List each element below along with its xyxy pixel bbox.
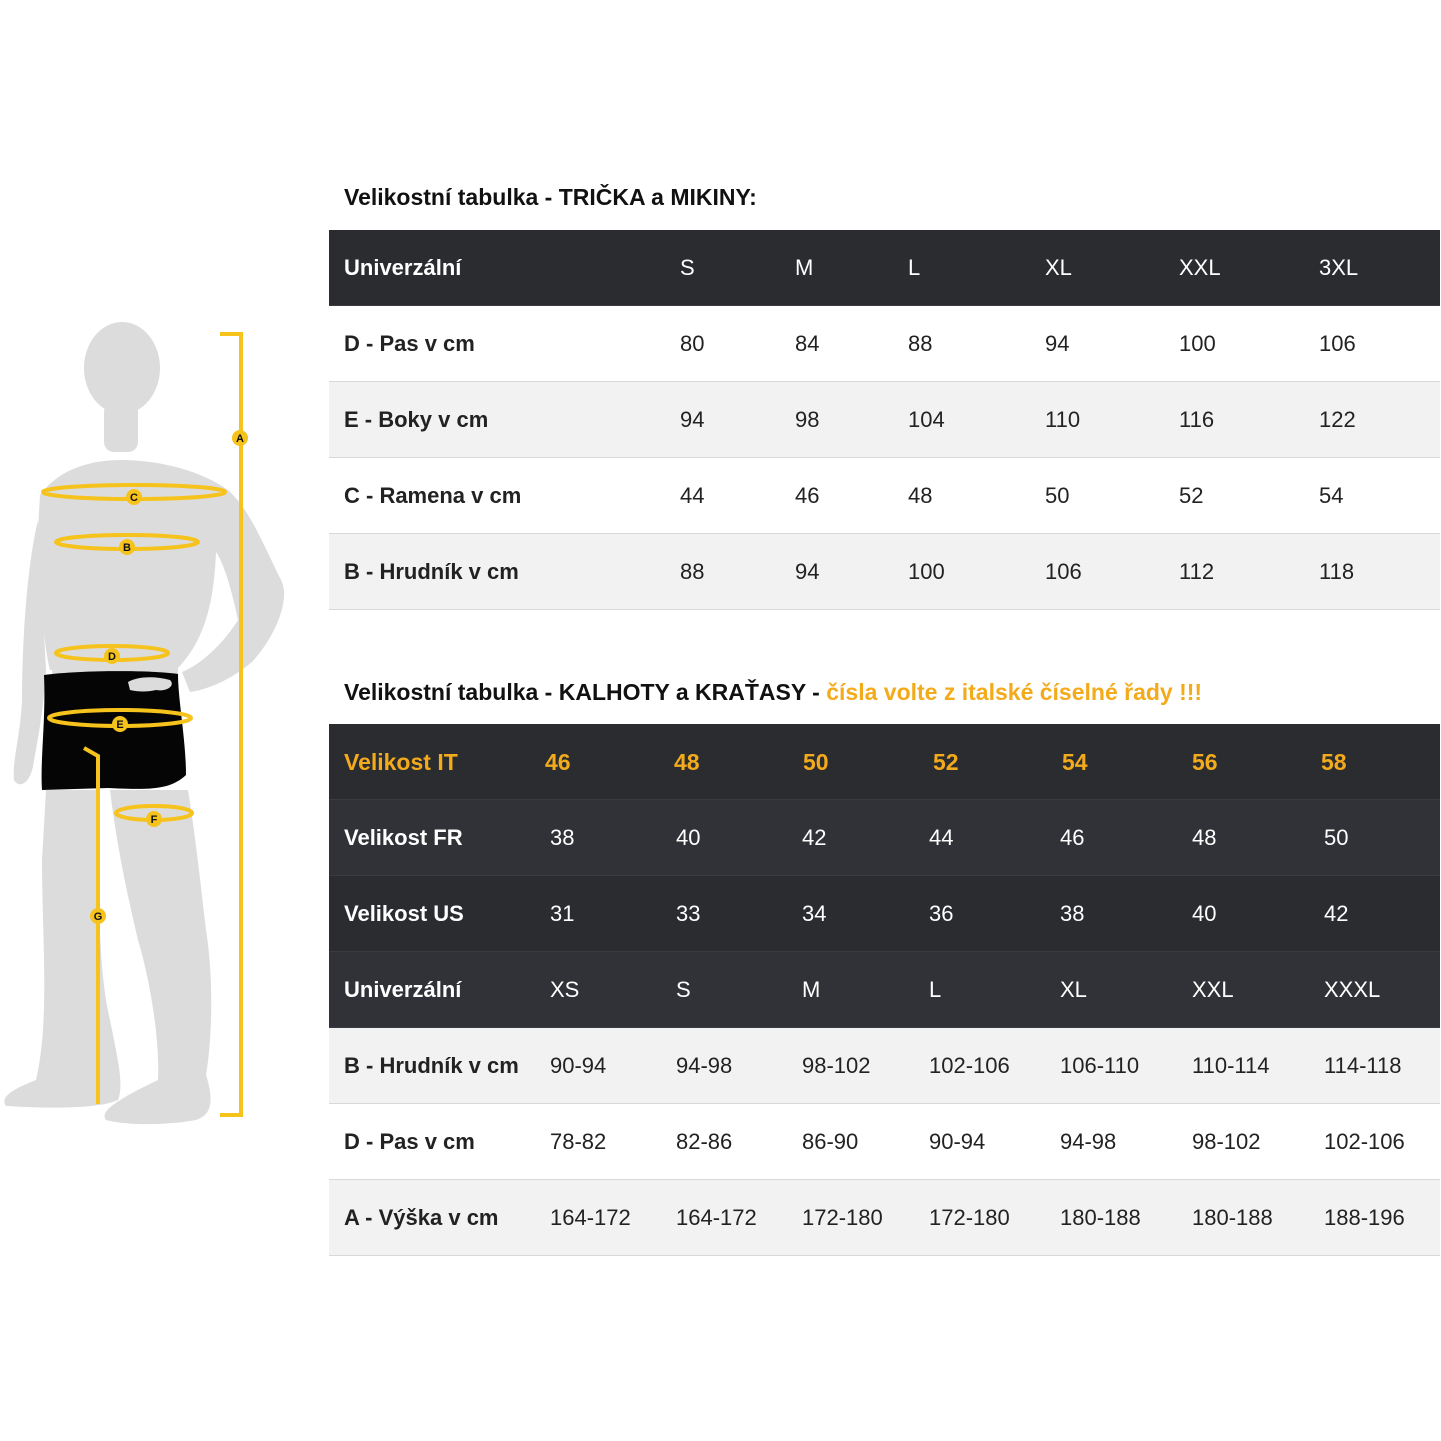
tops-header-row [329, 230, 1440, 306]
cell-value: 34 [802, 901, 827, 926]
marker-c [126, 489, 142, 505]
svg-text:C: C [130, 492, 138, 504]
row-label: E - Boky v cm [344, 407, 489, 432]
cell-value: 58 [1321, 749, 1347, 775]
table-row [329, 382, 1440, 458]
header-size: L [908, 255, 921, 280]
cell-value: 110-114 [1192, 1053, 1270, 1078]
cell-value: 44 [680, 483, 705, 508]
header-size: S [680, 255, 695, 280]
cell-value: 46 [795, 483, 820, 508]
cell-value: 94 [680, 407, 705, 432]
pants-size-table [329, 724, 1440, 1256]
header-size: M [795, 255, 814, 280]
cell-value: 33 [676, 901, 701, 926]
cell-value: 118 [1319, 559, 1355, 584]
cell-value: 46 [1060, 825, 1085, 850]
table-row-it [329, 724, 1440, 800]
cell-value: 38 [1060, 901, 1085, 926]
table-row-us [329, 876, 1440, 952]
row-label: Univerzální [344, 977, 462, 1002]
cell-value: 42 [1324, 901, 1349, 926]
cell-value: XXL [1192, 977, 1234, 1002]
cell-value: 122 [1319, 407, 1356, 432]
table-row [329, 1180, 1440, 1256]
marker-e [112, 716, 128, 732]
row-label: Velikost FR [344, 825, 463, 850]
row-label: Velikost US [344, 901, 464, 926]
header-size: XL [1045, 255, 1072, 280]
cell-value: 164-172 [550, 1205, 631, 1230]
svg-text:G: G [93, 911, 103, 923]
row-label: C - Ramena v cm [344, 483, 522, 508]
cell-value: 31 [550, 901, 575, 926]
marker-d [104, 648, 120, 664]
cell-value: 54 [1062, 749, 1088, 775]
cell-value: 82-86 [676, 1129, 733, 1154]
marker-f [146, 811, 162, 827]
cell-value: 48 [908, 483, 933, 508]
cell-value: 42 [802, 825, 827, 850]
cell-value: 114-118 [1324, 1053, 1402, 1078]
svg-text:A: A [236, 433, 244, 445]
cell-value: 102-106 [1324, 1129, 1405, 1154]
cell-value: 90-94 [550, 1053, 607, 1078]
row-label: B - Hrudník v cm [344, 1053, 519, 1078]
row-label: A - Výška v cm [344, 1205, 499, 1230]
cell-value: 94 [1045, 331, 1070, 356]
svg-text:F: F [150, 814, 158, 826]
cell-value: 38 [550, 825, 575, 850]
cell-value: 106 [1045, 559, 1082, 584]
cell-value: 40 [1192, 901, 1217, 926]
table-row-universal [329, 952, 1440, 1028]
svg-text:D: D [108, 651, 116, 663]
cell-value: 56 [1192, 749, 1218, 775]
table-row [329, 534, 1440, 610]
cell-value: 180-188 [1192, 1205, 1273, 1230]
cell-value: 116 [1179, 407, 1215, 432]
cell-value: 110 [1045, 407, 1081, 432]
cell-value: 46 [545, 749, 571, 775]
marker-g [90, 908, 106, 924]
cell-value: 88 [680, 559, 705, 584]
cell-value: 98-102 [1192, 1129, 1261, 1154]
cell-value: 50 [1324, 825, 1349, 850]
header-label: Univerzální [344, 255, 462, 280]
svg-text:E: E [116, 719, 124, 731]
cell-value: 188-196 [1324, 1205, 1405, 1230]
cell-value: 86-90 [802, 1129, 859, 1154]
cell-value: M [802, 977, 821, 1002]
table-row [329, 458, 1440, 534]
cell-value: 102-106 [929, 1053, 1010, 1078]
cell-value: 52 [1179, 483, 1204, 508]
row-label: D - Pas v cm [344, 331, 475, 356]
cell-value: 180-188 [1060, 1205, 1141, 1230]
row-label: B - Hrudník v cm [344, 559, 519, 584]
cell-value: 90-94 [929, 1129, 986, 1154]
header-size: XXL [1179, 255, 1221, 280]
row-label: Velikost IT [344, 749, 458, 775]
tops-table-title: Velikostní tabulka - TRIČKA a MIKINY: [344, 184, 757, 210]
cell-value: 36 [929, 901, 954, 926]
cell-value: XS [550, 977, 580, 1002]
cell-value: S [676, 977, 691, 1002]
cell-value: 100 [1179, 331, 1216, 356]
cell-value: 172-180 [802, 1205, 883, 1230]
cell-value: 44 [929, 825, 954, 850]
cell-value: XXXL [1324, 977, 1381, 1002]
cell-value: L [929, 977, 942, 1002]
table-row [329, 1028, 1440, 1104]
cell-value: 80 [680, 331, 705, 356]
cell-value: XL [1060, 977, 1087, 1002]
body-measurement-figure [0, 320, 300, 1140]
pants-title-main: Velikostní tabulka - KALHOTY a KRAŤASY - [344, 679, 827, 705]
pants-table-title [344, 679, 1202, 706]
header-size: 3XL [1319, 255, 1359, 280]
marker-a [232, 430, 248, 446]
table-row [329, 306, 1440, 382]
cell-value: 98 [795, 407, 820, 432]
cell-value: 88 [908, 331, 933, 356]
cell-value: 106 [1319, 331, 1356, 356]
cell-value: 40 [676, 825, 701, 850]
cell-value: 112 [1179, 559, 1215, 584]
cell-value: 50 [803, 749, 829, 775]
cell-value: 54 [1319, 483, 1344, 508]
table-row-fr [329, 800, 1440, 876]
cell-value: 84 [795, 331, 820, 356]
svg-text:B: B [123, 542, 131, 554]
cell-value: 172-180 [929, 1205, 1010, 1230]
row-label: D - Pas v cm [344, 1129, 475, 1154]
cell-value: 52 [933, 749, 959, 775]
cell-value: 48 [674, 749, 700, 775]
cell-value: 48 [1192, 825, 1217, 850]
cell-value: 106-110 [1060, 1053, 1140, 1078]
tops-size-table [329, 230, 1440, 610]
cell-value: 78-82 [550, 1129, 607, 1154]
cell-value: 98-102 [802, 1053, 871, 1078]
cell-value: 100 [908, 559, 945, 584]
cell-value: 94-98 [676, 1053, 733, 1078]
cell-value: 94 [795, 559, 820, 584]
hand-shape [128, 677, 172, 691]
cell-value: 164-172 [676, 1205, 757, 1230]
cell-value: 50 [1045, 483, 1070, 508]
height-bracket [220, 334, 241, 1115]
table-row [329, 1104, 1440, 1180]
pants-title-highlight: čísla volte z italské číselné řady !!! [826, 679, 1203, 705]
marker-b [119, 539, 135, 555]
cell-value: 104 [908, 407, 945, 432]
cell-value: 94-98 [1060, 1129, 1117, 1154]
